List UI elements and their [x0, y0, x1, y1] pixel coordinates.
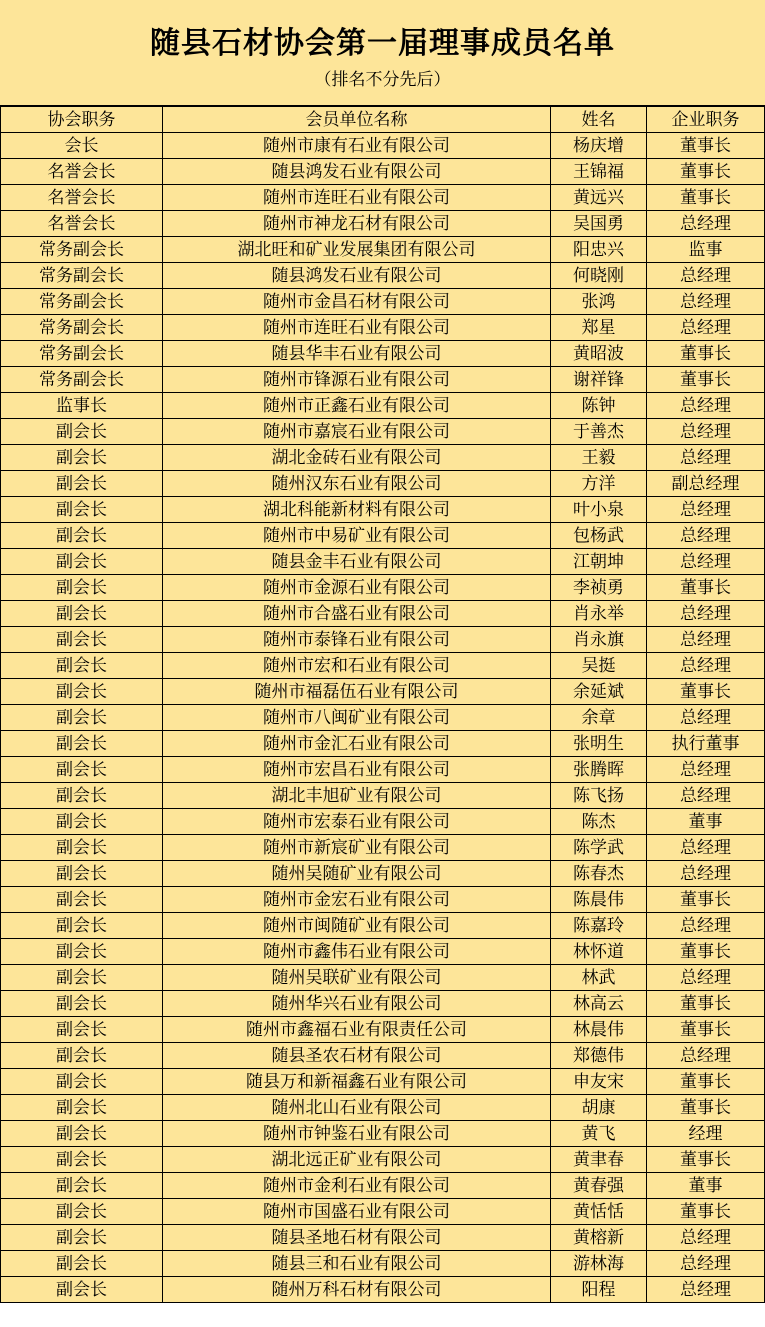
cell-name: 于善杰 [551, 419, 647, 445]
cell-company-role: 总经理 [647, 419, 765, 445]
cell-member-company: 随县三和石业有限公司 [163, 1251, 551, 1277]
cell-member-company: 随州市钟鉴石业有限公司 [163, 1121, 551, 1147]
table-row [1, 861, 765, 887]
cell-association-role: 副会长 [1, 731, 163, 757]
cell-member-company: 随州市闽随矿业有限公司 [163, 913, 551, 939]
table-row [1, 913, 765, 939]
cell-company-role: 总经理 [647, 523, 765, 549]
cell-association-role: 副会长 [1, 1225, 163, 1251]
cell-name: 王锦福 [551, 159, 647, 185]
cell-name: 江朝坤 [551, 549, 647, 575]
cell-association-role: 副会长 [1, 757, 163, 783]
table-row [1, 237, 765, 263]
cell-member-company: 随州万科石材有限公司 [163, 1277, 551, 1303]
cell-association-role: 副会长 [1, 783, 163, 809]
cell-company-role: 董事 [647, 1173, 765, 1199]
page-subtitle: （排名不分先后） [314, 70, 451, 90]
cell-member-company: 随州市金利石业有限公司 [163, 1173, 551, 1199]
cell-association-role: 监事长 [1, 393, 163, 419]
cell-company-role: 总经理 [647, 1043, 765, 1069]
table-row [1, 991, 765, 1017]
cell-company-role: 总经理 [647, 783, 765, 809]
cell-member-company: 随州市国盛石业有限公司 [163, 1199, 551, 1225]
cell-name: 林怀道 [551, 939, 647, 965]
cell-association-role: 副会长 [1, 523, 163, 549]
cell-name: 郑德伟 [551, 1043, 647, 1069]
cell-name: 郑星 [551, 315, 647, 341]
cell-company-role: 总经理 [647, 1225, 765, 1251]
cell-member-company: 随州市鑫福石业有限责任公司 [163, 1017, 551, 1043]
table-row [1, 1225, 765, 1251]
cell-company-role: 总经理 [647, 601, 765, 627]
cell-member-company: 随州吴随矿业有限公司 [163, 861, 551, 887]
cell-name: 林高云 [551, 991, 647, 1017]
cell-company-role: 总经理 [647, 1277, 765, 1303]
table-row [1, 679, 765, 705]
cell-company-role: 总经理 [647, 393, 765, 419]
cell-name: 陈钟 [551, 393, 647, 419]
cell-association-role: 副会长 [1, 809, 163, 835]
cell-association-role: 副会长 [1, 653, 163, 679]
cell-name: 方洋 [551, 471, 647, 497]
table-row [1, 471, 765, 497]
cell-association-role: 会长 [1, 133, 163, 159]
cell-member-company: 湖北科能新材料有限公司 [163, 497, 551, 523]
cell-company-role: 总经理 [647, 861, 765, 887]
cell-name: 黄春强 [551, 1173, 647, 1199]
cell-company-role: 董事长 [647, 1017, 765, 1043]
cell-company-role: 董事 [647, 809, 765, 835]
cell-association-role: 常务副会长 [1, 315, 163, 341]
cell-association-role: 副会长 [1, 1043, 163, 1069]
cell-association-role: 常务副会长 [1, 367, 163, 393]
header-company-role: 企业职务 [647, 107, 765, 133]
roster-table [0, 106, 765, 1303]
cell-association-role: 名誉会长 [1, 185, 163, 211]
cell-association-role: 副会长 [1, 1199, 163, 1225]
cell-member-company: 随县华丰石业有限公司 [163, 341, 551, 367]
cell-association-role: 副会长 [1, 1277, 163, 1303]
cell-association-role: 副会长 [1, 419, 163, 445]
cell-member-company: 随州市合盛石业有限公司 [163, 601, 551, 627]
cell-company-role: 董事长 [647, 341, 765, 367]
cell-association-role: 副会长 [1, 939, 163, 965]
table-row [1, 497, 765, 523]
cell-company-role: 董事长 [647, 575, 765, 601]
cell-association-role: 名誉会长 [1, 211, 163, 237]
cell-member-company: 随县鸿发石业有限公司 [163, 263, 551, 289]
cell-company-role: 董事长 [647, 679, 765, 705]
cell-member-company: 随州市宏昌石业有限公司 [163, 757, 551, 783]
table-row [1, 445, 765, 471]
cell-member-company: 随州市正鑫石业有限公司 [163, 393, 551, 419]
cell-company-role: 董事长 [647, 1095, 765, 1121]
cell-association-role: 副会长 [1, 1147, 163, 1173]
cell-member-company: 随州市中易矿业有限公司 [163, 523, 551, 549]
cell-company-role: 总经理 [647, 289, 765, 315]
cell-name: 肖永举 [551, 601, 647, 627]
header-member-company: 会员单位名称 [163, 107, 551, 133]
table-row [1, 289, 765, 315]
cell-name: 李祯勇 [551, 575, 647, 601]
table-row [1, 1199, 765, 1225]
table-row [1, 757, 765, 783]
cell-member-company: 随州市泰锋石业有限公司 [163, 627, 551, 653]
cell-member-company: 随州市连旺石业有限公司 [163, 315, 551, 341]
cell-member-company: 随州市金昌石材有限公司 [163, 289, 551, 315]
cell-association-role: 常务副会长 [1, 341, 163, 367]
cell-member-company: 湖北远正矿业有限公司 [163, 1147, 551, 1173]
header-name: 姓名 [551, 107, 647, 133]
cell-member-company: 随州汉东石业有限公司 [163, 471, 551, 497]
table-row [1, 601, 765, 627]
cell-company-role: 经理 [647, 1121, 765, 1147]
cell-member-company: 随州市康有石业有限公司 [163, 133, 551, 159]
cell-company-role: 总经理 [647, 627, 765, 653]
cell-name: 余延斌 [551, 679, 647, 705]
cell-association-role: 常务副会长 [1, 263, 163, 289]
cell-company-role: 总经理 [647, 757, 765, 783]
cell-association-role: 副会长 [1, 991, 163, 1017]
cell-member-company: 随州市连旺石业有限公司 [163, 185, 551, 211]
cell-member-company: 随县金丰石业有限公司 [163, 549, 551, 575]
cell-name: 谢祥锋 [551, 367, 647, 393]
cell-company-role: 总经理 [647, 497, 765, 523]
table-row [1, 523, 765, 549]
cell-association-role: 副会长 [1, 861, 163, 887]
table-row [1, 1095, 765, 1121]
cell-company-role: 总经理 [647, 211, 765, 237]
header-association-role: 协会职务 [1, 107, 163, 133]
cell-name: 阳忠兴 [551, 237, 647, 263]
table-row [1, 835, 765, 861]
table-row [1, 419, 765, 445]
cell-member-company: 随县万和新福鑫石业有限公司 [163, 1069, 551, 1095]
cell-association-role: 副会长 [1, 1069, 163, 1095]
cell-association-role: 副会长 [1, 471, 163, 497]
table-row [1, 965, 765, 991]
cell-member-company: 随州市金宏石业有限公司 [163, 887, 551, 913]
cell-association-role: 副会长 [1, 679, 163, 705]
cell-company-role: 总经理 [647, 263, 765, 289]
table-row [1, 1277, 765, 1303]
cell-association-role: 副会长 [1, 913, 163, 939]
cell-company-role: 总经理 [647, 835, 765, 861]
table-row [1, 393, 765, 419]
cell-name: 陈学武 [551, 835, 647, 861]
table-row [1, 1121, 765, 1147]
cell-name: 张明生 [551, 731, 647, 757]
title-banner [0, 0, 765, 106]
cell-member-company: 随州市金源石业有限公司 [163, 575, 551, 601]
cell-name: 黄恬恬 [551, 1199, 647, 1225]
roster-body [1, 133, 765, 1303]
table-row [1, 887, 765, 913]
cell-name: 陈晨伟 [551, 887, 647, 913]
cell-name: 陈飞扬 [551, 783, 647, 809]
table-row [1, 1017, 765, 1043]
table-row [1, 939, 765, 965]
cell-association-role: 副会长 [1, 497, 163, 523]
cell-association-role: 副会长 [1, 705, 163, 731]
table-row [1, 627, 765, 653]
cell-association-role: 副会长 [1, 1121, 163, 1147]
cell-member-company: 随州市宏泰石业有限公司 [163, 809, 551, 835]
cell-company-role: 总经理 [647, 1251, 765, 1277]
table-header-row [1, 107, 765, 133]
cell-name: 叶小泉 [551, 497, 647, 523]
cell-member-company: 随州市新宸矿业有限公司 [163, 835, 551, 861]
table-row [1, 211, 765, 237]
cell-member-company: 湖北丰旭矿业有限公司 [163, 783, 551, 809]
cell-name: 陈春杰 [551, 861, 647, 887]
cell-company-role: 总经理 [647, 705, 765, 731]
cell-member-company: 随县鸿发石业有限公司 [163, 159, 551, 185]
cell-association-role: 副会长 [1, 887, 163, 913]
cell-company-role: 总经理 [647, 913, 765, 939]
cell-association-role: 副会长 [1, 1251, 163, 1277]
cell-member-company: 随州华兴石业有限公司 [163, 991, 551, 1017]
cell-name: 肖永旗 [551, 627, 647, 653]
cell-member-company: 随州市鑫伟石业有限公司 [163, 939, 551, 965]
cell-member-company: 随县圣地石材有限公司 [163, 1225, 551, 1251]
cell-company-role: 总经理 [647, 549, 765, 575]
cell-member-company: 随州市锋源石业有限公司 [163, 367, 551, 393]
cell-member-company: 湖北金砖石业有限公司 [163, 445, 551, 471]
cell-member-company: 随州市金汇石业有限公司 [163, 731, 551, 757]
cell-member-company: 随州市福磊伍石业有限公司 [163, 679, 551, 705]
table-row [1, 341, 765, 367]
cell-member-company: 随州北山石业有限公司 [163, 1095, 551, 1121]
table-row [1, 575, 765, 601]
cell-company-role: 董事长 [647, 1069, 765, 1095]
cell-company-role: 总经理 [647, 965, 765, 991]
cell-member-company: 随州市神龙石材有限公司 [163, 211, 551, 237]
cell-association-role: 副会长 [1, 601, 163, 627]
table-row [1, 1069, 765, 1095]
cell-company-role: 董事长 [647, 367, 765, 393]
cell-name: 何晓刚 [551, 263, 647, 289]
cell-name: 黄飞 [551, 1121, 647, 1147]
cell-association-role: 副会长 [1, 835, 163, 861]
cell-company-role: 董事长 [647, 887, 765, 913]
cell-name: 张腾晖 [551, 757, 647, 783]
cell-name: 黄远兴 [551, 185, 647, 211]
cell-company-role: 总经理 [647, 315, 765, 341]
cell-company-role: 执行董事 [647, 731, 765, 757]
cell-name: 张鸿 [551, 289, 647, 315]
table-row [1, 731, 765, 757]
cell-name: 黄聿春 [551, 1147, 647, 1173]
cell-name: 黄昭波 [551, 341, 647, 367]
cell-association-role: 副会长 [1, 965, 163, 991]
cell-name: 包杨武 [551, 523, 647, 549]
table-row [1, 705, 765, 731]
cell-member-company: 随州吴联矿业有限公司 [163, 965, 551, 991]
table-row [1, 1147, 765, 1173]
cell-name: 黄榕新 [551, 1225, 647, 1251]
cell-association-role: 副会长 [1, 1095, 163, 1121]
cell-association-role: 副会长 [1, 575, 163, 601]
table-row [1, 159, 765, 185]
table-row [1, 1043, 765, 1069]
cell-association-role: 名誉会长 [1, 159, 163, 185]
cell-member-company: 随州市宏和石业有限公司 [163, 653, 551, 679]
cell-name: 林武 [551, 965, 647, 991]
table-row [1, 263, 765, 289]
cell-member-company: 随县圣农石材有限公司 [163, 1043, 551, 1069]
cell-name: 申友宋 [551, 1069, 647, 1095]
cell-association-role: 常务副会长 [1, 237, 163, 263]
cell-name: 余章 [551, 705, 647, 731]
cell-member-company: 随州市八闽矿业有限公司 [163, 705, 551, 731]
cell-association-role: 副会长 [1, 1017, 163, 1043]
cell-company-role: 总经理 [647, 445, 765, 471]
cell-name: 杨庆增 [551, 133, 647, 159]
cell-name: 陈嘉玲 [551, 913, 647, 939]
table-row [1, 1251, 765, 1277]
cell-company-role: 董事长 [647, 991, 765, 1017]
cell-company-role: 监事 [647, 237, 765, 263]
cell-company-role: 董事长 [647, 1199, 765, 1225]
cell-name: 阳程 [551, 1277, 647, 1303]
table-row [1, 549, 765, 575]
cell-name: 胡康 [551, 1095, 647, 1121]
table-row [1, 1173, 765, 1199]
cell-association-role: 副会长 [1, 1173, 163, 1199]
cell-company-role: 董事长 [647, 1147, 765, 1173]
cell-company-role: 董事长 [647, 939, 765, 965]
cell-company-role: 董事长 [647, 159, 765, 185]
cell-member-company: 湖北旺和矿业发展集团有限公司 [163, 237, 551, 263]
cell-association-role: 副会长 [1, 549, 163, 575]
table-row [1, 133, 765, 159]
table-row [1, 783, 765, 809]
page-title: 随县石材协会第一届理事成员名单 [150, 26, 615, 61]
cell-company-role: 总经理 [647, 653, 765, 679]
cell-name: 王毅 [551, 445, 647, 471]
cell-company-role: 董事长 [647, 185, 765, 211]
cell-company-role: 副总经理 [647, 471, 765, 497]
cell-name: 陈杰 [551, 809, 647, 835]
cell-name: 吴挺 [551, 653, 647, 679]
cell-association-role: 常务副会长 [1, 289, 163, 315]
table-row [1, 367, 765, 393]
table-row [1, 185, 765, 211]
cell-company-role: 董事长 [647, 133, 765, 159]
cell-association-role: 副会长 [1, 627, 163, 653]
cell-name: 林晨伟 [551, 1017, 647, 1043]
cell-association-role: 副会长 [1, 445, 163, 471]
table-row [1, 653, 765, 679]
table-row [1, 809, 765, 835]
table-row [1, 315, 765, 341]
cell-name: 游林海 [551, 1251, 647, 1277]
cell-member-company: 随州市嘉宸石业有限公司 [163, 419, 551, 445]
cell-name: 吴国勇 [551, 211, 647, 237]
